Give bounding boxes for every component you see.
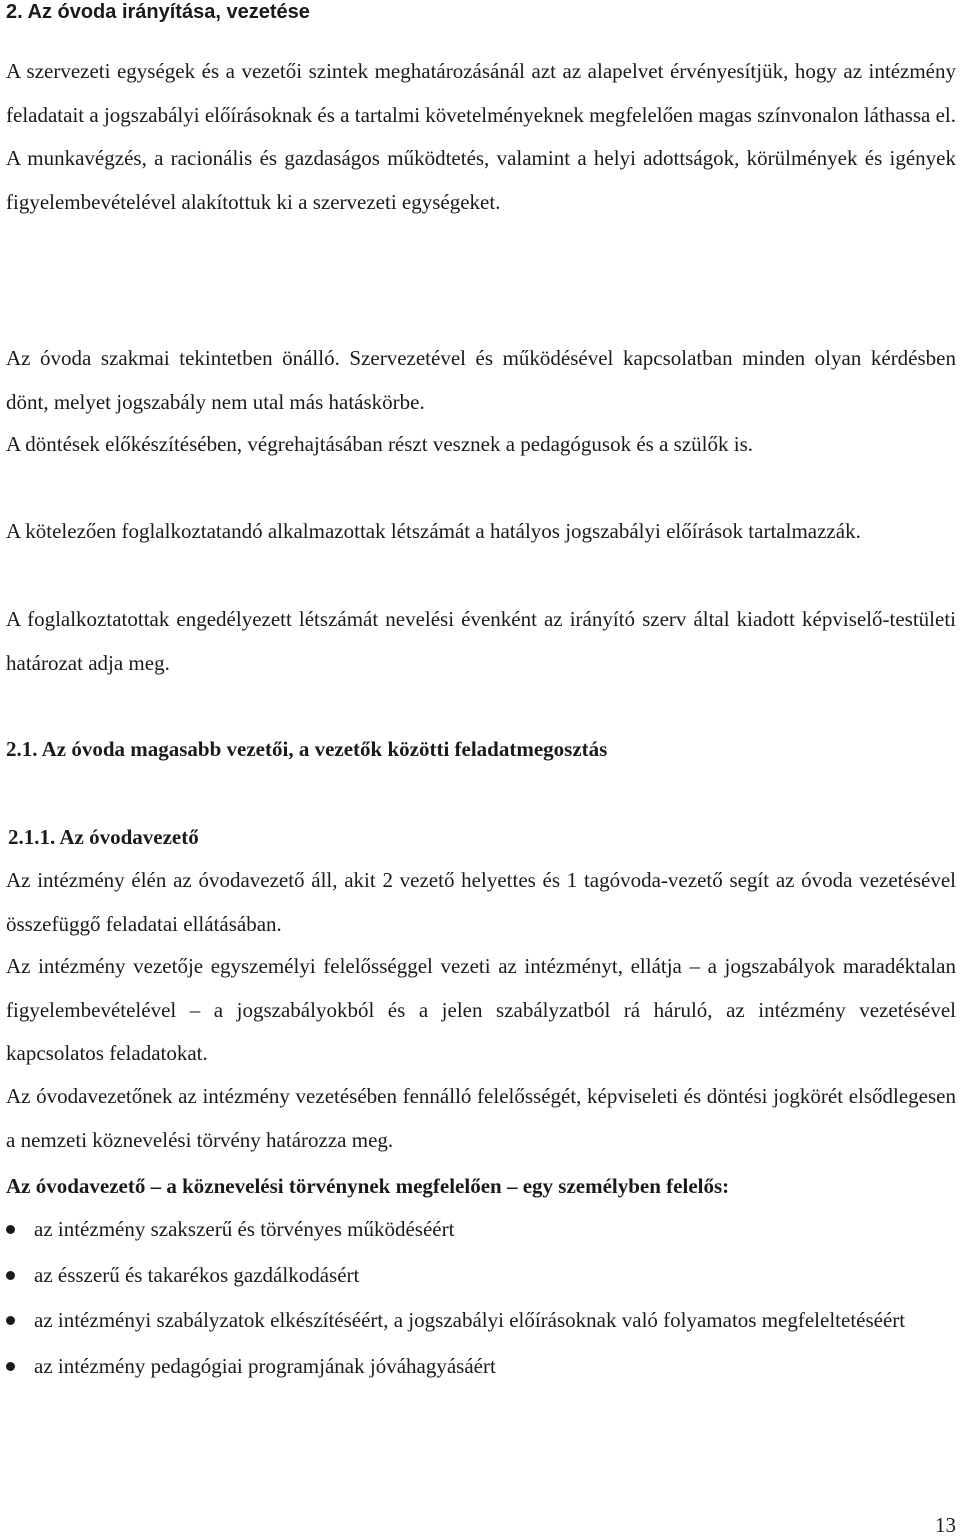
list-item xyxy=(6,1345,956,1389)
bullet-icon xyxy=(6,1225,15,1234)
list-item-text: az ésszerű és takarékos gazdálkodásért xyxy=(34,1262,360,1287)
bold-intro-responsibility: Az óvodavezető – a köznevelési törvénynek megfelelően – egy személyben felelős: xyxy=(6,1174,730,1198)
paragraph-org-units: A szervezeti egységek és a vezetői szintek meghatározásánál azt az alapelvet érvényesítjük, hogy az intézmény feladatait a jogszabályi előírásoknak és a tartalmi követelményeknek megfelelően magas színvonalon láthassa el. A munkavégzés, a racionális és gazdaságos működtetés, valamint a helyi adottságok, körülmények és igények figyelembevételével alakítottuk ki a szervezeti egységeket. xyxy=(6,59,956,214)
bullet-icon xyxy=(6,1362,15,1371)
list-item-text: az intézmény szakszerű és törvényes működéséért xyxy=(34,1217,455,1241)
paragraph-approved-staff: A foglalkoztatottak engedélyezett létszámát nevelési évenként az irányító szerv által kiadott képviselő-testületi határozat adja meg. xyxy=(6,607,956,675)
heading-section-2-1-1: 2.1.1. Az óvodavezető xyxy=(8,825,199,849)
bullet-icon xyxy=(6,1316,15,1325)
list-item-text: az intézmény pedagógiai programjának jóváhagyásáért xyxy=(34,1353,496,1378)
paragraph-autonomy: Az óvoda szakmai tekintetben önálló. Szervezetével és működésével kapcsolatban minden olyan kérdésben dönt, melyet jogszabály nem utal más hatáskörbe. xyxy=(6,346,956,414)
page-number: 13 xyxy=(935,1513,956,1537)
paragraph-decisions: A döntések előkészítésében, végrehajtásában részt vesznek a pedagógusok és a szülők is. xyxy=(6,432,753,456)
list-item xyxy=(6,1208,956,1252)
heading-section-2-1: 2.1. Az óvoda magasabb vezetői, a vezetők közötti feladatmegosztás xyxy=(6,737,608,761)
list-item-text: az intézményi szabályzatok elkészítéséért, a jogszabályi előírásoknak való folyamatos megfeleltetéséért xyxy=(34,1308,906,1332)
paragraph-mandatory-staff: A kötelezően foglalkoztatandó alkalmazottak létszámát a hatályos jogszabályi előírások tartalmazzák. xyxy=(6,519,861,543)
heading-main: 2. Az óvoda irányítása, vezetése xyxy=(6,1,310,23)
responsibility-list xyxy=(6,1208,956,1390)
list-item xyxy=(6,1299,956,1343)
paragraph-head-leader: Az intézmény élén az óvodavezető áll, akit 2 vezető helyettes és 1 tagóvoda-vezető segít az óvoda vezetésével összefüggő feladatai ellátásában. xyxy=(6,868,956,936)
paragraph-competence: Az óvodavezetőnek az intézmény vezetésében fennálló felelősségét, képviseleti és döntési jogkörét elsődlegesen a nemzeti köznevelési törvény határozza meg. xyxy=(6,1084,956,1152)
bullet-icon xyxy=(6,1271,15,1280)
list-item xyxy=(6,1254,956,1298)
paragraph-sole-responsibility: Az intézmény vezetője egyszemélyi felelősséggel vezeti az intézményt, ellátja – a jogszabályok maradéktalan figyelembevételével – a jogszabályokból és a jelen szabályzatból rá háruló, az intézmény vezetésével kapcsolatos feladatokat. xyxy=(6,954,956,1065)
